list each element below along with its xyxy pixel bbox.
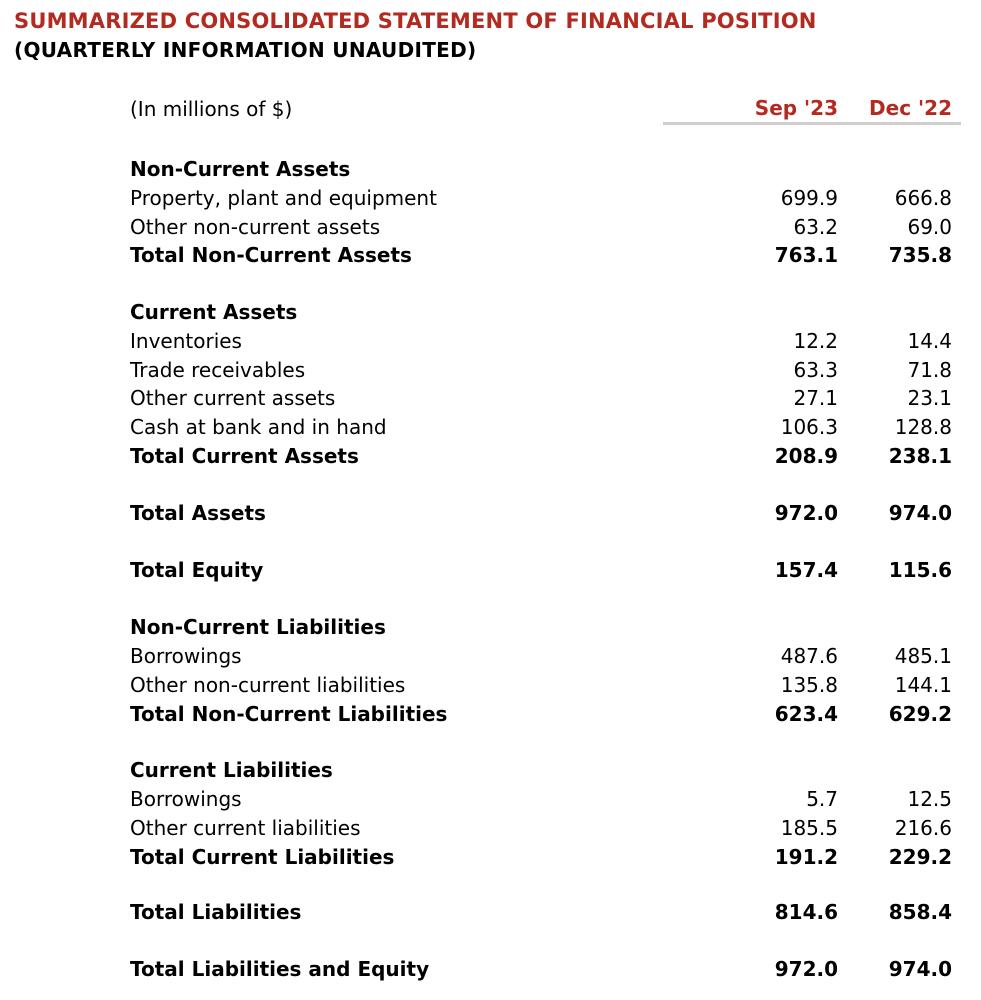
row-label: Current Liabilities xyxy=(130,758,333,782)
row-label: Non-Current Liabilities xyxy=(130,615,386,639)
value-dec-22: 666.8 xyxy=(894,186,952,210)
row-label: Borrowings xyxy=(130,787,242,811)
table-row-other-non-current-assets xyxy=(0,213,981,242)
row-label: Non-Current Assets xyxy=(130,157,351,181)
value-dec-22: 629.2 xyxy=(888,702,952,726)
value-sep-23: 5.7 xyxy=(806,787,838,811)
value-dec-22: 216.6 xyxy=(894,816,952,840)
value-sep-23: 208.9 xyxy=(774,444,838,468)
value-dec-22: 974.0 xyxy=(888,957,952,981)
row-label: Total Non-Current Assets xyxy=(130,243,412,267)
value-sep-23: 623.4 xyxy=(774,702,838,726)
value-dec-22: 12.5 xyxy=(907,787,952,811)
total-row-equity xyxy=(0,556,981,585)
row-label: Other non-current liabilities xyxy=(130,673,406,697)
section-heading-current-liabilities xyxy=(0,756,981,785)
row-label: Total Current Assets xyxy=(130,444,359,468)
value-dec-22: 23.1 xyxy=(907,386,952,410)
value-dec-22: 69.0 xyxy=(907,215,952,239)
row-label: Total Equity xyxy=(130,558,264,582)
value-sep-23: 972.0 xyxy=(774,501,838,525)
table-row-current-borrowings xyxy=(0,785,981,814)
table-row-other-current-assets xyxy=(0,384,981,413)
table-row-non-current-borrowings xyxy=(0,642,981,671)
total-row-non-current-assets xyxy=(0,241,981,270)
row-label: Total Assets xyxy=(130,501,266,525)
row-label: Other current liabilities xyxy=(130,816,361,840)
value-dec-22: 735.8 xyxy=(888,243,952,267)
header-divider xyxy=(663,122,961,125)
statement-title: SUMMARIZED CONSOLIDATED STATEMENT OF FINANCIAL POSITION xyxy=(14,9,817,33)
value-sep-23: 699.9 xyxy=(780,186,838,210)
value-sep-23: 12.2 xyxy=(793,329,838,353)
value-dec-22: 128.8 xyxy=(894,415,952,439)
total-row-assets xyxy=(0,499,981,528)
row-label: Total Current Liabilities xyxy=(130,845,395,869)
row-label: Total Non-Current Liabilities xyxy=(130,702,448,726)
row-label: Cash at bank and in hand xyxy=(130,415,387,439)
section-heading-non-current-assets xyxy=(0,155,981,184)
column-header-sep-23: Sep '23 xyxy=(754,96,838,120)
value-dec-22: 229.2 xyxy=(888,845,952,869)
row-label: Total Liabilities and Equity xyxy=(130,957,430,981)
table-row-other-non-current-liabilities xyxy=(0,671,981,700)
value-sep-23: 63.2 xyxy=(793,215,838,239)
value-sep-23: 191.2 xyxy=(774,845,838,869)
value-dec-22: 238.1 xyxy=(888,444,952,468)
section-heading-non-current-liabilities xyxy=(0,613,981,642)
row-label: Current Assets xyxy=(130,300,298,324)
value-sep-23: 27.1 xyxy=(793,386,838,410)
column-header-dec-22: Dec '22 xyxy=(869,96,952,120)
value-dec-22: 115.6 xyxy=(888,558,952,582)
statement-subtitle: (QUARTERLY INFORMATION UNAUDITED) xyxy=(14,38,477,62)
total-row-liabilities-and-equity xyxy=(0,955,981,984)
value-sep-23: 814.6 xyxy=(774,900,838,924)
units-label: (In millions of $) xyxy=(130,97,293,121)
value-sep-23: 157.4 xyxy=(774,558,838,582)
value-dec-22: 974.0 xyxy=(888,501,952,525)
value-sep-23: 106.3 xyxy=(780,415,838,439)
table-row-cash-at-bank xyxy=(0,413,981,442)
value-sep-23: 763.1 xyxy=(774,243,838,267)
value-sep-23: 135.8 xyxy=(780,673,838,697)
value-dec-22: 14.4 xyxy=(907,329,952,353)
row-label: Trade receivables xyxy=(130,358,306,382)
value-sep-23: 972.0 xyxy=(774,957,838,981)
total-row-current-liabilities xyxy=(0,843,981,872)
value-sep-23: 185.5 xyxy=(780,816,838,840)
section-heading-current-assets xyxy=(0,298,981,327)
value-dec-22: 144.1 xyxy=(894,673,952,697)
row-label: Borrowings xyxy=(130,644,242,668)
value-dec-22: 485.1 xyxy=(894,644,952,668)
row-label: Property, plant and equipment xyxy=(130,186,437,210)
row-label: Other non-current assets xyxy=(130,215,381,239)
row-label: Total Liabilities xyxy=(130,900,302,924)
table-row-inventories xyxy=(0,327,981,356)
table-row-trade-receivables xyxy=(0,356,981,385)
value-dec-22: 71.8 xyxy=(907,358,952,382)
table-row-other-current-liabilities xyxy=(0,814,981,843)
value-sep-23: 63.3 xyxy=(793,358,838,382)
total-row-non-current-liabilities xyxy=(0,700,981,729)
value-sep-23: 487.6 xyxy=(780,644,838,668)
total-row-liabilities xyxy=(0,898,981,927)
total-row-current-assets xyxy=(0,442,981,471)
table-row-property-plant-equipment xyxy=(0,184,981,213)
value-dec-22: 858.4 xyxy=(888,900,952,924)
row-label: Other current assets xyxy=(130,386,336,410)
row-label: Inventories xyxy=(130,329,242,353)
